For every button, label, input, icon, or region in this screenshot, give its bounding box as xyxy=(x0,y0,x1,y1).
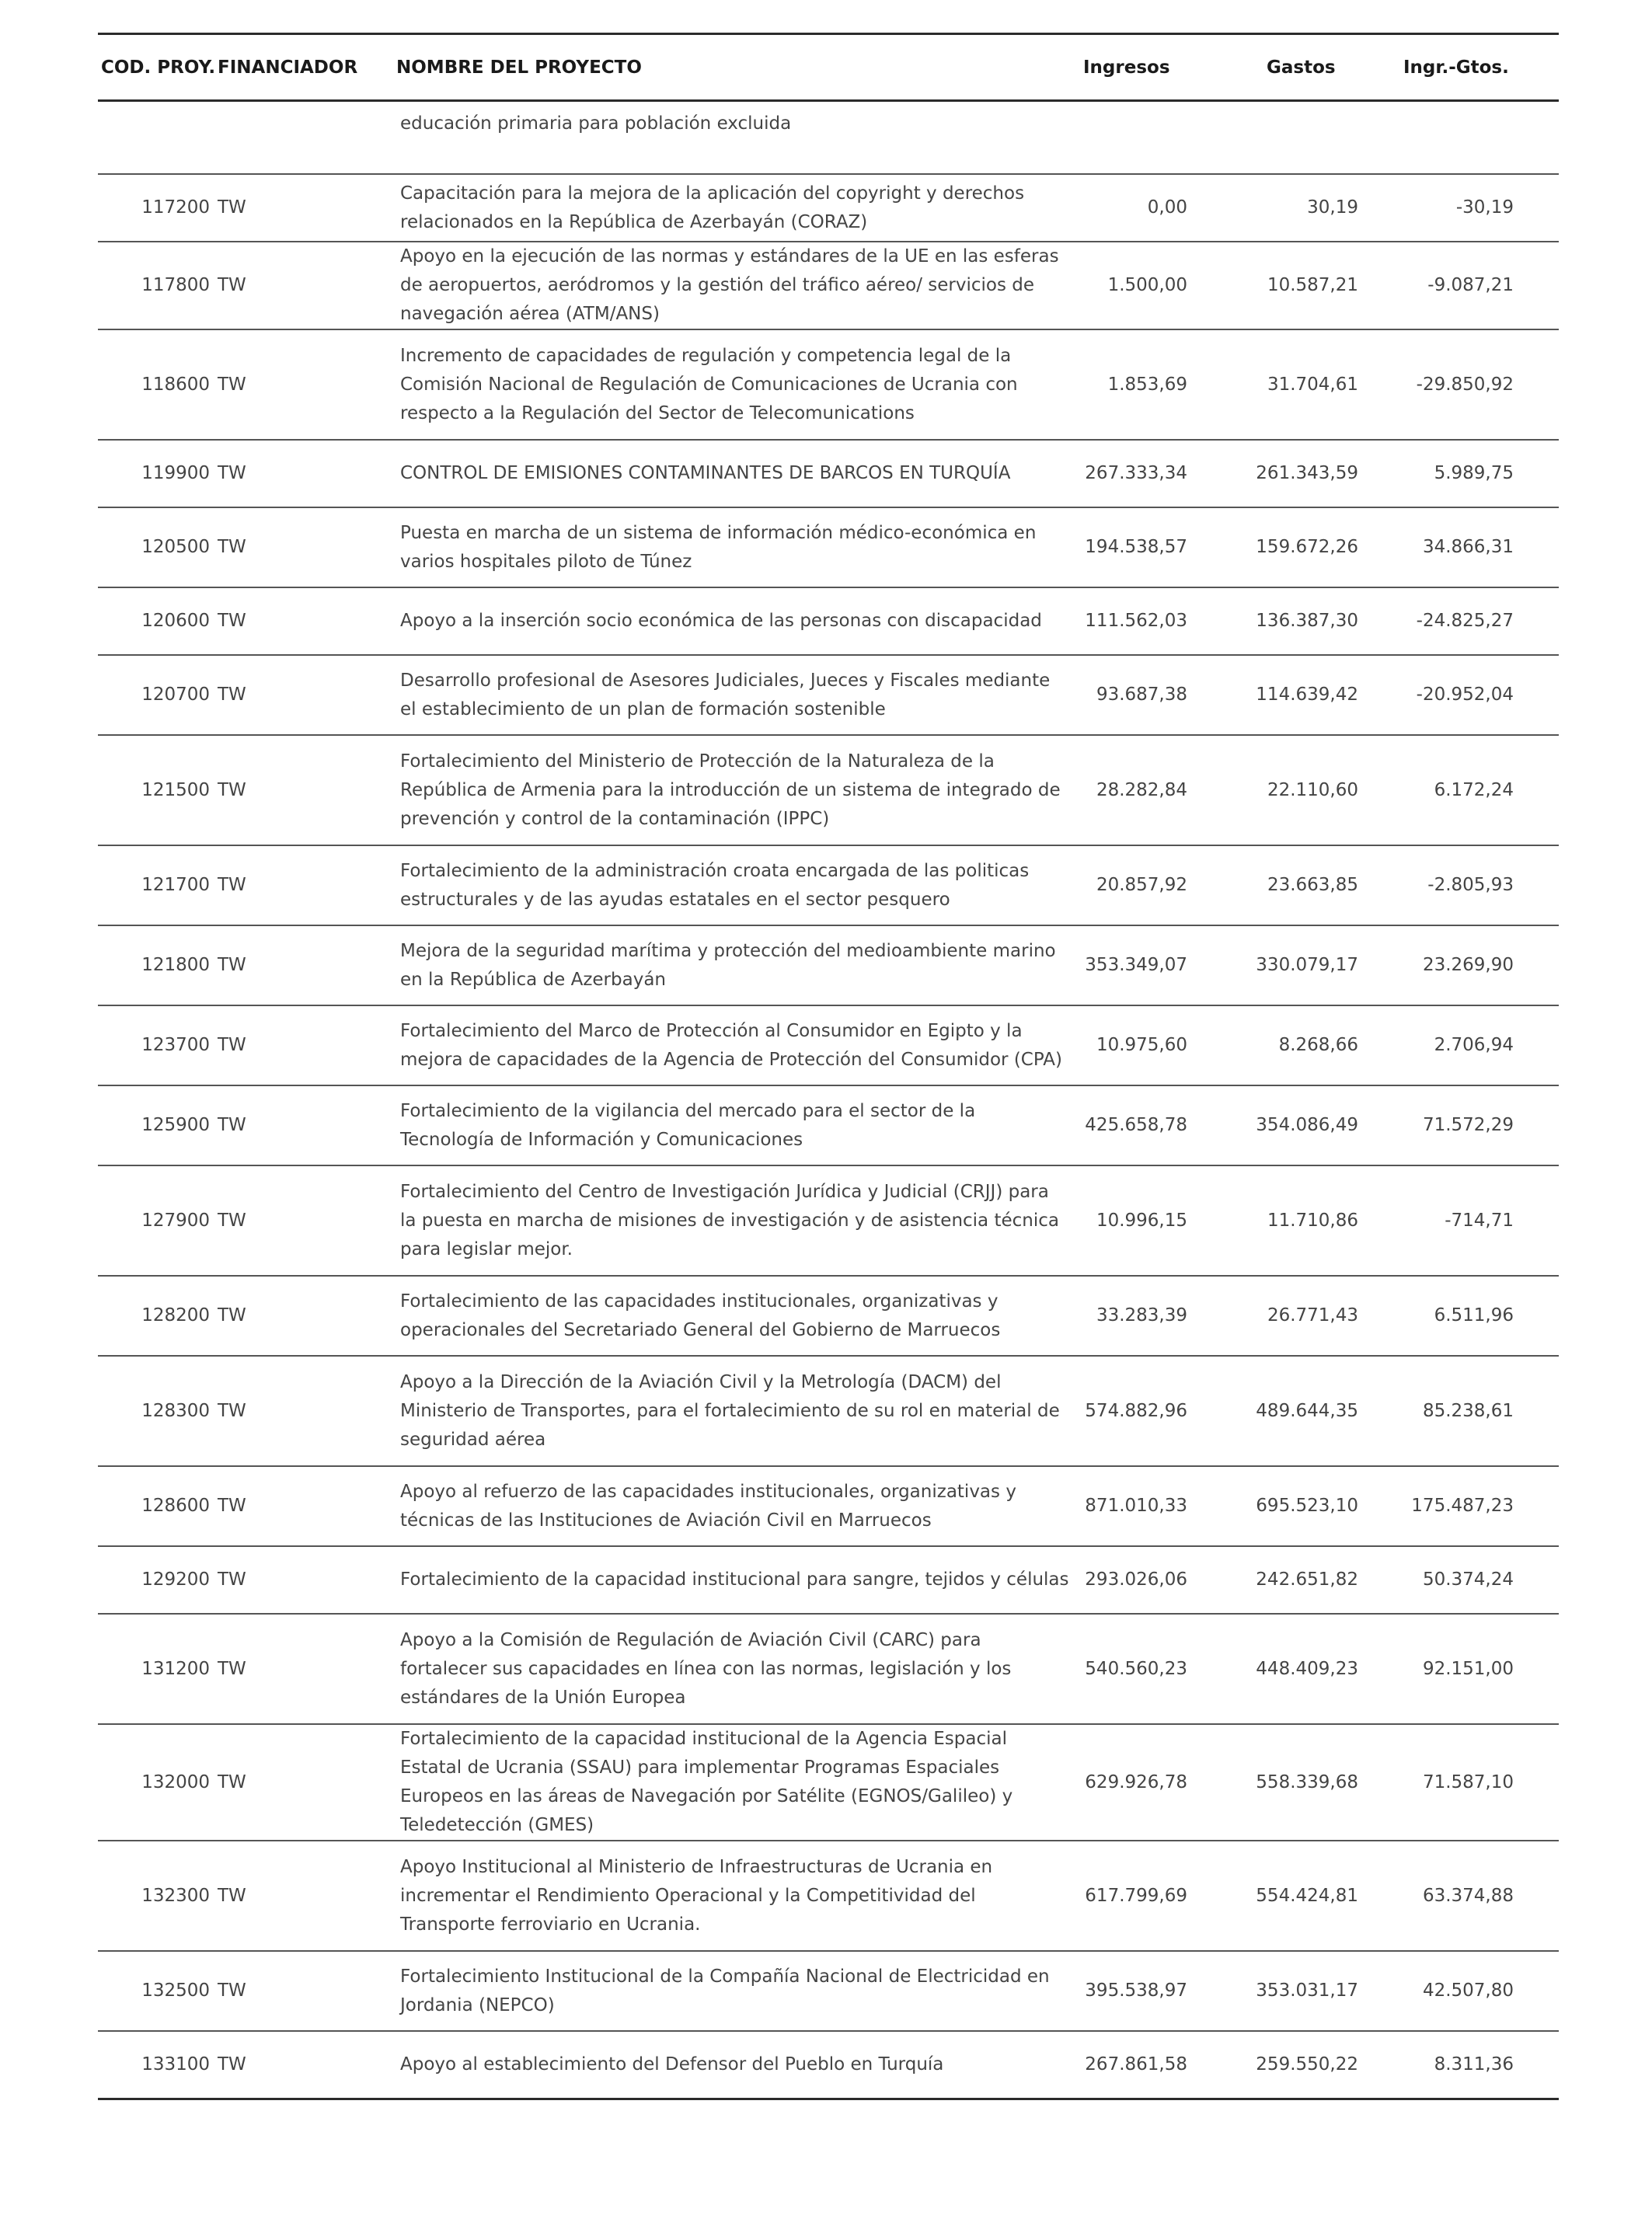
cell-nombre: Fortalecimiento del Marco de Protección al Consumidor en Egipto y la mejora de capacidades de la Agencia de Protección del Consumidor (CPA) xyxy=(393,1005,1072,1085)
cell-gastos: 159.672,26 xyxy=(1239,507,1400,587)
cell-gastos: 136.387,30 xyxy=(1239,587,1400,655)
cell-ingr-gtos: 6.172,24 xyxy=(1400,735,1559,845)
cell-nombre: Apoyo en la ejecución de las normas y estándares de la UE en las esferas de aeropuertos, aeródromos y la gestión del tráfico aéreo/ servicios de navegación aérea (ATM/ANS) xyxy=(393,242,1072,329)
cell-ingresos: 20.857,92 xyxy=(1072,845,1239,925)
cell-financiador: TW xyxy=(214,440,393,507)
cell-financiador: TW xyxy=(214,1951,393,2031)
cell-cod: 121500 xyxy=(98,735,214,845)
cell-ingresos: 267.861,58 xyxy=(1072,2031,1239,2099)
cell-ingr-gtos: 5.989,75 xyxy=(1400,440,1559,507)
cell-gastos xyxy=(1239,101,1400,175)
cell-ingr-gtos: 23.269,90 xyxy=(1400,925,1559,1005)
cell-cod: 123700 xyxy=(98,1005,214,1085)
cell-financiador: TW xyxy=(214,174,393,242)
table-row xyxy=(98,1005,1559,1085)
cell-ingresos: 574.882,96 xyxy=(1072,1356,1239,1466)
header-ingresos: Ingresos xyxy=(1072,34,1239,101)
table-row xyxy=(98,587,1559,655)
cell-nombre: Fortalecimiento del Centro de Investigación Jurídica y Judicial (CRJJ) para la puesta en marcha de misiones de investigación y de asistencia técnica para legislar mejor. xyxy=(393,1165,1072,1276)
header-nombre-proyecto: NOMBRE DEL PROYECTO xyxy=(393,34,1072,101)
cell-ingr-gtos: 63.374,88 xyxy=(1400,1841,1559,1951)
cell-ingr-gtos xyxy=(1400,101,1559,175)
cell-ingresos: 10.996,15 xyxy=(1072,1165,1239,1276)
table-row xyxy=(98,1724,1559,1841)
cell-ingr-gtos: 8.311,36 xyxy=(1400,2031,1559,2099)
cell-gastos: 554.424,81 xyxy=(1239,1841,1400,1951)
cell-ingr-gtos: -9.087,21 xyxy=(1400,242,1559,329)
cell-ingresos: 425.658,78 xyxy=(1072,1085,1239,1165)
cell-gastos: 695.523,10 xyxy=(1239,1466,1400,1546)
cell-ingr-gtos: -2.805,93 xyxy=(1400,845,1559,925)
cell-cod: 125900 xyxy=(98,1085,214,1165)
cell-nombre: Fortalecimiento de la administración croata encargada de las politicas estructurales y de las ayudas estatales en el sector pesquero xyxy=(393,845,1072,925)
cell-nombre: Mejora de la seguridad marítima y protección del medioambiente marino en la República de Azerbayán xyxy=(393,925,1072,1005)
cell-gastos: 22.110,60 xyxy=(1239,735,1400,845)
cell-ingr-gtos: 34.866,31 xyxy=(1400,507,1559,587)
table-row xyxy=(98,174,1559,242)
cell-nombre: Fortalecimiento de la capacidad institucional para sangre, tejidos y células xyxy=(393,1546,1072,1614)
cell-financiador: TW xyxy=(214,587,393,655)
table-row xyxy=(98,845,1559,925)
table-header-row xyxy=(98,34,1559,101)
cell-ingr-gtos: -29.850,92 xyxy=(1400,329,1559,440)
cell-ingresos: 111.562,03 xyxy=(1072,587,1239,655)
cell-ingr-gtos: -20.952,04 xyxy=(1400,655,1559,735)
cell-financiador: TW xyxy=(214,507,393,587)
cell-ingr-gtos: 92.151,00 xyxy=(1400,1614,1559,1724)
table-row xyxy=(98,329,1559,440)
cell-ingr-gtos: -30,19 xyxy=(1400,174,1559,242)
cell-nombre: Fortalecimiento del Ministerio de Protección de la Naturaleza de la República de Armenia para la introducción de un sistema de integrado de prevención y control de la contaminación (IPPC) xyxy=(393,735,1072,845)
table-row xyxy=(98,1356,1559,1466)
cell-financiador: TW xyxy=(214,845,393,925)
cell-ingr-gtos: -24.825,27 xyxy=(1400,587,1559,655)
cell-ingresos: 353.349,07 xyxy=(1072,925,1239,1005)
cell-ingresos: 33.283,39 xyxy=(1072,1276,1239,1356)
cell-gastos: 489.644,35 xyxy=(1239,1356,1400,1466)
table-row xyxy=(98,1466,1559,1546)
cell-cod: 118600 xyxy=(98,329,214,440)
cell-nombre: Fortalecimiento Institucional de la Compañía Nacional de Electricidad en Jordania (NEPCO) xyxy=(393,1951,1072,2031)
cell-ingresos: 194.538,57 xyxy=(1072,507,1239,587)
table-row xyxy=(98,507,1559,587)
cell-nombre: Fortalecimiento de la vigilancia del mercado para el sector de la Tecnología de Información y Comunicaciones xyxy=(393,1085,1072,1165)
cell-ingresos: 629.926,78 xyxy=(1072,1724,1239,1841)
cell-financiador: TW xyxy=(214,1165,393,1276)
cell-ingresos: 617.799,69 xyxy=(1072,1841,1239,1951)
projects-table-page xyxy=(98,33,1559,2100)
cell-ingresos: 540.560,23 xyxy=(1072,1614,1239,1724)
cell-nombre: Puesta en marcha de un sistema de información médico-económica en varios hospitales piloto de Túnez xyxy=(393,507,1072,587)
cell-gastos: 242.651,82 xyxy=(1239,1546,1400,1614)
cell-nombre: Capacitación para la mejora de la aplicación del copyright y derechos relacionados en la República de Azerbayán (CORAZ) xyxy=(393,174,1072,242)
cell-nombre: Apoyo al refuerzo de las capacidades institucionales, organizativas y técnicas de las Instituciones de Aviación Civil en Marruecos xyxy=(393,1466,1072,1546)
cell-financiador: TW xyxy=(214,2031,393,2099)
cell-ingresos xyxy=(1072,101,1239,175)
cell-financiador: TW xyxy=(214,1276,393,1356)
cell-ingr-gtos: 71.587,10 xyxy=(1400,1724,1559,1841)
cell-ingr-gtos: 6.511,96 xyxy=(1400,1276,1559,1356)
table-row-continuation xyxy=(98,101,1559,175)
table-row xyxy=(98,440,1559,507)
table-row xyxy=(98,1165,1559,1276)
cell-financiador: TW xyxy=(214,1724,393,1841)
cell-cod: 127900 xyxy=(98,1165,214,1276)
cell-gastos: 23.663,85 xyxy=(1239,845,1400,925)
cell-gastos: 114.639,42 xyxy=(1239,655,1400,735)
cell-gastos: 8.268,66 xyxy=(1239,1005,1400,1085)
table-row xyxy=(98,2031,1559,2099)
cell-nombre: Apoyo a la Dirección de la Aviación Civil y la Metrología (DACM) del Ministerio de Transportes, para el fortalecimiento de su rol en material de seguridad aérea xyxy=(393,1356,1072,1466)
cell-gastos: 10.587,21 xyxy=(1239,242,1400,329)
cell-cod: 128200 xyxy=(98,1276,214,1356)
cell-financiador: TW xyxy=(214,242,393,329)
cell-ingresos: 1.853,69 xyxy=(1072,329,1239,440)
cell-cod: 132000 xyxy=(98,1724,214,1841)
table-row xyxy=(98,1841,1559,1951)
table-row xyxy=(98,655,1559,735)
cell-ingresos: 871.010,33 xyxy=(1072,1466,1239,1546)
cell-cod: 120500 xyxy=(98,507,214,587)
cell-cod: 132300 xyxy=(98,1841,214,1951)
cell-cod: 121800 xyxy=(98,925,214,1005)
cell-cod: 117200 xyxy=(98,174,214,242)
cell-ingr-gtos: 85.238,61 xyxy=(1400,1356,1559,1466)
cell-financiador: TW xyxy=(214,1005,393,1085)
cell-gastos: 558.339,68 xyxy=(1239,1724,1400,1841)
cell-cod: 131200 xyxy=(98,1614,214,1724)
header-financiador: FINANCIADOR xyxy=(214,34,393,101)
cell-ingr-gtos: 42.507,80 xyxy=(1400,1951,1559,2031)
cell-cod: 133100 xyxy=(98,2031,214,2099)
cell-nombre: Apoyo al establecimiento del Defensor del Pueblo en Turquía xyxy=(393,2031,1072,2099)
cell-cod: 121700 xyxy=(98,845,214,925)
cell-cod: 129200 xyxy=(98,1546,214,1614)
cell-gastos: 31.704,61 xyxy=(1239,329,1400,440)
table-row xyxy=(98,1614,1559,1724)
cell-financiador: TW xyxy=(214,735,393,845)
cell-gastos: 448.409,23 xyxy=(1239,1614,1400,1724)
table-row xyxy=(98,242,1559,329)
cell-ingr-gtos: -714,71 xyxy=(1400,1165,1559,1276)
cell-nombre: Incremento de capacidades de regulación y competencia legal de la Comisión Nacional de Regulación de Comunicaciones de Ucrania con respecto a la Regulación del Sector de Telecomunications xyxy=(393,329,1072,440)
cell-nombre: Apoyo a la inserción socio económica de las personas con discapacidad xyxy=(393,587,1072,655)
cell-nombre: Apoyo a la Comisión de Regulación de Aviación Civil (CARC) para fortalecer sus capacidades en línea con las normas, legislación y los estándares de la Unión Europea xyxy=(393,1614,1072,1724)
cell-financiador: TW xyxy=(214,1085,393,1165)
cell-nombre: Fortalecimiento de la capacidad institucional de la Agencia Espacial Estatal de Ucrania (SSAU) para implementar Programas Espaciales Europeos en las áreas de Navegación por Satélite (EGNOS/Galileo) y Teledetección (GMES) xyxy=(393,1724,1072,1841)
cell-gastos: 354.086,49 xyxy=(1239,1085,1400,1165)
cell-financiador: TW xyxy=(214,925,393,1005)
cell-ingresos: 0,00 xyxy=(1072,174,1239,242)
cell-cod: 119900 xyxy=(98,440,214,507)
table-row xyxy=(98,735,1559,845)
cell-gastos: 26.771,43 xyxy=(1239,1276,1400,1356)
cell-ingr-gtos: 71.572,29 xyxy=(1400,1085,1559,1165)
cell-ingresos: 28.282,84 xyxy=(1072,735,1239,845)
cell-ingresos: 267.333,34 xyxy=(1072,440,1239,507)
header-ingr-gtos: Ingr.-Gtos. xyxy=(1400,34,1559,101)
cell-gastos: 261.343,59 xyxy=(1239,440,1400,507)
cell-ingresos: 93.687,38 xyxy=(1072,655,1239,735)
cell-ingr-gtos: 50.374,24 xyxy=(1400,1546,1559,1614)
cell-financiador: TW xyxy=(214,1546,393,1614)
cell-ingr-gtos: 175.487,23 xyxy=(1400,1466,1559,1546)
cell-nombre: Desarrollo profesional de Asesores Judiciales, Jueces y Fiscales mediante el establecimiento de un plan de formación sostenible xyxy=(393,655,1072,735)
cell-ingresos: 1.500,00 xyxy=(1072,242,1239,329)
cell-nombre: Apoyo Institucional al Ministerio de Infraestructuras de Ucrania en incrementar el Rendimiento Operacional y la Competitividad del Transporte ferroviario en Ucrania. xyxy=(393,1841,1072,1951)
cell-cod: 132500 xyxy=(98,1951,214,2031)
cell-nombre: Fortalecimiento de las capacidades institucionales, organizativas y operacionales del Secretariado General del Gobierno de Marruecos xyxy=(393,1276,1072,1356)
cell-cod: 128600 xyxy=(98,1466,214,1546)
cell-cod: 117800 xyxy=(98,242,214,329)
projects-table xyxy=(98,33,1559,2100)
cell-financiador: TW xyxy=(214,1356,393,1466)
cell-cod: 128300 xyxy=(98,1356,214,1466)
cell-gastos: 11.710,86 xyxy=(1239,1165,1400,1276)
header-cod-proy: COD. PROY. xyxy=(98,34,214,101)
cell-gastos: 30,19 xyxy=(1239,174,1400,242)
cell-gastos: 330.079,17 xyxy=(1239,925,1400,1005)
cell-gastos: 353.031,17 xyxy=(1239,1951,1400,2031)
cell-cod xyxy=(98,101,214,175)
cell-ingresos: 293.026,06 xyxy=(1072,1546,1239,1614)
table-row xyxy=(98,1276,1559,1356)
cell-financiador: TW xyxy=(214,1466,393,1546)
table-row xyxy=(98,1951,1559,2031)
cell-financiador xyxy=(214,101,393,175)
cell-nombre: educación primaria para población excluida xyxy=(393,101,1072,175)
cell-ingresos: 395.538,97 xyxy=(1072,1951,1239,2031)
cell-nombre: CONTROL DE EMISIONES CONTAMINANTES DE BARCOS EN TURQUÍA xyxy=(393,440,1072,507)
cell-financiador: TW xyxy=(214,1614,393,1724)
table-row xyxy=(98,1546,1559,1614)
cell-gastos: 259.550,22 xyxy=(1239,2031,1400,2099)
cell-financiador: TW xyxy=(214,655,393,735)
cell-ingresos: 10.975,60 xyxy=(1072,1005,1239,1085)
cell-financiador: TW xyxy=(214,329,393,440)
header-gastos: Gastos xyxy=(1239,34,1400,101)
cell-cod: 120700 xyxy=(98,655,214,735)
table-row xyxy=(98,925,1559,1005)
cell-cod: 120600 xyxy=(98,587,214,655)
cell-ingr-gtos: 2.706,94 xyxy=(1400,1005,1559,1085)
cell-financiador: TW xyxy=(214,1841,393,1951)
table-row xyxy=(98,1085,1559,1165)
